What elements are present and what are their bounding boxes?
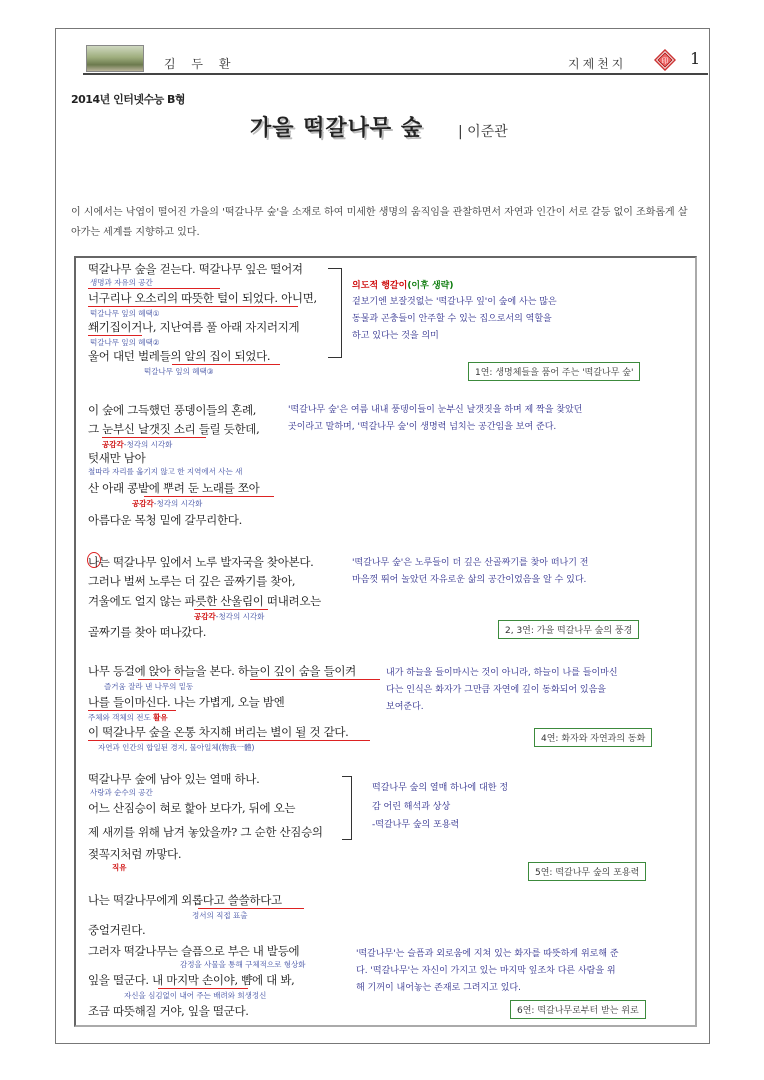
explanation-text: 보여준다. (386, 702, 424, 712)
stanza-label: 5연: 떡갈나무 숲의 포용력 (528, 862, 646, 881)
poem-line: 너구리나 오소리의 따뜻한 털이 되었다. 아니면, (88, 291, 317, 305)
exam-label: 2014년 인터넷수능 B형 (71, 93, 186, 106)
poem-line: 잎을 떨군다. 내 마지막 손이야, 뺨에 대 봐, (88, 973, 295, 987)
header-landscape-image (86, 45, 144, 72)
stanza-label: 2, 3연: 가을 떡갈나무 숲의 풍경 (498, 620, 639, 639)
poem-line: 젖꼭지처럼 까맣다. (88, 847, 182, 861)
explanation-text: 동물과 곤충들이 안주할 수 있는 집으로서의 역할을 (352, 314, 552, 324)
annotation: 철따라 자리를 옮기지 않고 한 지역에서 사는 새 (88, 467, 243, 476)
annotation: 공감각-청각의 시각화 (194, 612, 265, 621)
annotation: 떡갈나무 잎의 혜택③ (144, 367, 214, 376)
underline (88, 710, 176, 711)
poem-title: 가을 떡갈나무 숲 (250, 116, 424, 141)
poem-line: 쐐기집이거나, 지난여름 풀 아래 자지러지게 (88, 320, 300, 334)
poem-line: 떡갈나무 숲을 걷는다. 떡갈나무 잎은 떨어져 (88, 262, 303, 276)
poem-line: 그러자 떡갈나무는 슬픔으로 부은 내 발등에 (88, 944, 300, 958)
underline (172, 364, 280, 365)
poem-line: 골짜기를 찾아 떠나갔다. (88, 625, 207, 639)
document-page (55, 28, 710, 1044)
header-divider (83, 73, 708, 75)
page-number: 1 (690, 49, 701, 68)
poem-line: 떡갈나무 숲에 남아 있는 열매 하나. (88, 772, 260, 786)
stanza-label: 1연: 생명체들을 품어 주는 '떡갈나무 숲' (468, 362, 640, 381)
underline (198, 908, 304, 909)
annotation: 공감각-청각의 시각화 (132, 499, 203, 508)
poem-line: 이 떡갈나무 숲을 온통 차지해 버리는 별이 될 것 같다. (88, 725, 349, 739)
poem-line: 나는 떡갈나무 잎에서 노루 발자국을 찾아본다. (88, 555, 314, 569)
poem-line: 산 아래 콩밭에 뿌려 둔 노래를 쪼아 (88, 481, 260, 495)
header-motto: 지제천지 (568, 57, 627, 71)
explanation-text: 겉보기엔 보잘것없는 '떡갈나무 잎'이 숲에 사는 많은 (352, 297, 557, 307)
author-name: 김 두 환 (164, 57, 237, 71)
annotation: 공감각-청각의 시각화 (102, 440, 173, 449)
underline (88, 740, 370, 741)
explanation-text: 다. '떡갈나무'는 자신이 가지고 있는 마지막 잎조차 다른 사람을 위 (356, 966, 616, 976)
annotation: 감정을 사물을 통해 구체적으로 형상화 (180, 960, 306, 969)
explanation-text: -떡갈나무 숲의 포용력 (372, 820, 460, 830)
explanation-text: 마음껏 뛰어 놀았던 자유로운 삶의 공간이었음을 알 수 있다. (352, 575, 587, 585)
poem-line: 제 새끼를 위해 남겨 놓았을까? 그 순한 산짐승의 (88, 825, 323, 839)
seal-stamp-icon (654, 49, 676, 71)
annotation: 직유 (112, 863, 127, 872)
underline (138, 679, 180, 680)
underline (88, 306, 298, 307)
bracket (342, 776, 352, 840)
annotation: 사랑과 순수의 공간 (90, 788, 153, 797)
stanza-label: 6연: 떡갈나무로부터 받는 위로 (510, 1000, 646, 1019)
explanation-text: 내가 하늘을 들이마시는 것이 아니라, 하늘이 나를 들이마신 (386, 668, 618, 678)
explanation-text: 하고 있다는 것을 의미 (352, 331, 439, 341)
underline (250, 679, 380, 680)
poem-line: 어느 산짐승이 혀로 핥아 보다가, 뒤에 오는 (88, 801, 296, 815)
annotation: 자연과 인간의 합일된 경지, 물아일체(物我一體) (98, 743, 255, 752)
underline (158, 988, 248, 989)
stanza-label: 4연: 화자와 자연과의 동화 (534, 728, 652, 747)
poem-line: 나는 떡갈나무에게 외롭다고 쓸쓸하다고 (88, 893, 282, 907)
poem-line: 이 숲에 그득했던 풍뎅이들의 혼례, (88, 403, 257, 417)
explanation-text: '떡갈나무 숲'은 여름 내내 풍뎅이들이 눈부신 날갯짓을 하며 제 짝을 찾았던 (288, 405, 583, 415)
poem-line: 중얼거린다. (88, 923, 146, 937)
annotation: 자신을 심김없이 내어 주는 배려와 희생정신 (124, 991, 267, 1000)
explanation-1: 의도적 행갈이(이후 생략) (352, 281, 454, 291)
explanation-text: 해 기꺼이 내어놓는 존재로 그려지고 있다. (356, 983, 521, 993)
svg-text:印: 印 (661, 57, 669, 65)
bracket (328, 268, 342, 358)
explanation-text: 떡갈나무 숲의 열매 하나에 대한 정 (372, 783, 509, 793)
poem-line: 그러나 벌써 노루는 더 깊은 골짜기를 찾아, (88, 574, 296, 588)
poet-name: | 이준관 (458, 124, 508, 140)
intro-paragraph: 이 시에서는 낙엽이 떨어진 가을의 '떡갈나무 숲'을 소재로 하여 미세한 생명의 움직임을 관찰하면서 자연과 인간이 서로 갈등 없이 조화롭게 살아가는 세계를 지향하고 있다. (71, 207, 688, 238)
poem-line: 울어 대던 벌레들의 알의 집이 되었다. (88, 349, 271, 363)
underline (102, 437, 206, 438)
annotation: 떡갈나무 잎의 혜택① (90, 309, 160, 318)
poem-analysis-box (74, 256, 697, 1027)
underline (88, 288, 220, 289)
explanation-text: '떡갈나무'는 슬픔과 외로움에 지쳐 있는 화자를 따뜻하게 위로해 준 (356, 949, 619, 959)
poem-line: 나를 들이마신다. 나는 가볍게, 오늘 밤엔 (88, 695, 285, 709)
explanation-text: 다는 인식은 화자가 그만큼 자연에 깊이 동화되어 있음을 (386, 685, 606, 695)
explanation-text: 곳이라고 말하며, '떡갈나무 숲'이 생명력 넘치는 공간임을 보여 준다. (288, 422, 557, 432)
poem-line: 텃새만 남아 (88, 451, 146, 465)
annotation: 생명과 자유의 공간 (90, 278, 153, 287)
poem-line: 아름다운 목청 밑에 갈무리한다. (88, 513, 242, 527)
poem-line: 조금 따뜻해질 거야, 잎을 떨군다. (88, 1004, 249, 1018)
underline (88, 335, 142, 336)
poem-line: 나무 등걸에 앉아 하늘을 본다. 하늘이 깊이 숨을 들이켜 (88, 664, 356, 678)
underline (144, 496, 274, 497)
explanation-text: '떡갈나무 숲'은 노루들이 더 깊은 산골짜기를 찾아 떠나기 전 (352, 558, 589, 568)
annotation: 주체와 객체의 전도 활유 (88, 713, 168, 722)
annotation: 정서의 직접 표출 (192, 911, 248, 920)
poem-line: 그 눈부신 날갯짓 소리 들릴 듯한데, (88, 422, 260, 436)
annotation: 즐거움 잘라 낸 나무의 밑동 (104, 682, 194, 691)
explanation-text: 감 어린 해석과 상상 (372, 802, 451, 812)
underline (194, 609, 268, 610)
annotation: 떡갈나무 잎의 혜택② (90, 338, 160, 347)
poem-line: 겨울에도 얼지 않는 파릇한 산울림이 떠내려오는 (88, 594, 321, 608)
